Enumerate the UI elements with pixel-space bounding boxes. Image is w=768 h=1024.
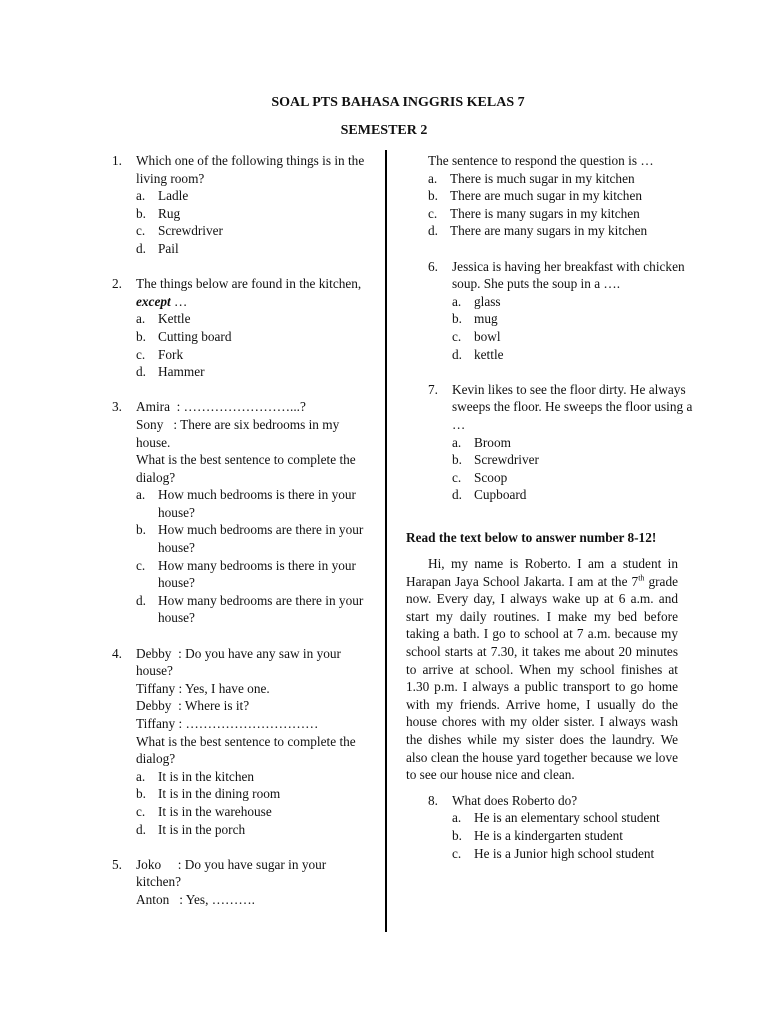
option-a[interactable]: a. Kettle — [136, 311, 191, 327]
question-number: 3. — [112, 399, 122, 415]
option-a[interactable]: a. Broom — [452, 434, 511, 450]
question-text: Which one of the following things is in the living room? — [136, 153, 365, 186]
dialog-line: Sony : There are six bedrooms in my house. — [136, 416, 340, 450]
question-5-continued — [382, 152, 678, 240]
option-b[interactable]: b. Cutting board — [136, 328, 232, 344]
dialog-line: Debby : Where is it? — [136, 698, 250, 714]
reading-passage: Hi, my name is Roberto. I am a student in Harapan Jaya School Jakarta. I am at the 7th grade now. Every day, I always wake up at 6 a.m. and start my daily routines. I make my bed before taking a bath. I go to school at 7 a.m. because my school starts at 7.30, it takes me about 20 minutes to arrive at school. When my school finishes at 1.30 p.m. I always a public transport to go home with my friends. Arrive home, I usually do the house chores with my older sister. I always wash the dishes while my sister does the laundry. We also clean the house yard together because we love to see our house nice and clean. — [406, 556, 679, 783]
question-number: 2. — [112, 276, 122, 292]
option-c[interactable]: c. How many bedrooms is there in your house? — [136, 557, 356, 591]
page-subtitle: SEMESTER 2 — [340, 123, 428, 138]
option-c[interactable]: c. bowl — [452, 328, 501, 344]
question-4 — [112, 645, 374, 839]
column-divider — [385, 150, 387, 932]
emphasis-word: except — [136, 293, 171, 309]
question-number: 6. — [428, 258, 438, 274]
right-column — [406, 152, 693, 862]
option-c[interactable]: c. Fork — [136, 346, 184, 362]
option-d[interactable]: d. It is in the porch — [136, 821, 246, 837]
dialog-line: Tiffany : Yes, I have one. — [136, 680, 270, 696]
dialog-line: Tiffany : ………………………… — [136, 716, 319, 731]
option-c[interactable]: c. There is many sugars in my kitchen — [428, 205, 640, 221]
option-a[interactable]: a. There is much sugar in my kitchen — [428, 170, 635, 186]
question-6 — [428, 258, 702, 364]
dialog-line: Joko : Do you have sugar in your kitchen? — [136, 856, 327, 890]
option-a[interactable]: a. How much bedrooms is there in your house? — [136, 487, 356, 520]
dialog-line: Amira : ……………………...? — [136, 399, 306, 415]
question-text: Kevin likes to see the floor dirty. He always sweeps the floor. He sweeps the floor using a … — [452, 381, 693, 432]
option-b[interactable]: b. He is a kindergarten student — [452, 827, 623, 843]
question-5 — [112, 856, 374, 909]
option-c[interactable]: c. It is in the warehouse — [136, 803, 272, 819]
question-number: 5. — [112, 856, 122, 872]
question-1 — [112, 152, 374, 258]
option-b[interactable]: b. How much bedrooms are there in your house? — [136, 522, 364, 556]
option-b[interactable]: b. Screwdriver — [452, 452, 539, 468]
question-3 — [112, 398, 374, 627]
option-d[interactable]: d. There are many sugars in my kitchen — [428, 223, 648, 239]
option-d[interactable]: d. kettle — [452, 346, 504, 362]
option-d[interactable]: d. Pail — [136, 240, 179, 256]
option-b[interactable]: b. It is in the dining room — [136, 786, 281, 802]
dialog-line: Debby : Do you have any saw in your house? — [136, 645, 341, 679]
option-c[interactable]: c. Screwdriver — [136, 223, 223, 239]
option-a[interactable]: a. He is an elementary school student — [452, 810, 660, 826]
question-8 — [428, 792, 702, 862]
option-a[interactable]: a. glass — [452, 293, 501, 309]
option-d[interactable]: d. How many bedrooms are there in your house? — [136, 592, 364, 626]
question-7 — [428, 381, 702, 504]
option-b[interactable]: b. There are much sugar in my kitchen — [428, 188, 642, 204]
option-a[interactable]: a. Ladle — [136, 188, 189, 204]
question-number: 1. — [112, 153, 122, 168]
option-b[interactable]: b. Rug — [136, 205, 181, 221]
option-d[interactable]: d. Cupboard — [452, 487, 527, 503]
option-d[interactable]: d. Hammer — [136, 364, 205, 380]
reading-heading: Read the text below to answer number 8-12! — [406, 530, 657, 546]
option-a[interactable]: a. It is in the kitchen — [136, 768, 255, 784]
question-prompt: What is the best sentence to complete the dialog? — [136, 452, 356, 485]
question-text: What does Roberto do? — [452, 792, 578, 808]
dialog-line: Anton : Yes, ………. — [136, 891, 255, 907]
question-2 — [112, 275, 374, 381]
left-column — [112, 152, 374, 909]
question-number: 8. — [428, 792, 438, 808]
question-number: 4. — [112, 645, 122, 661]
option-b[interactable]: b. mug — [452, 311, 498, 327]
option-c[interactable]: c. Scoop — [452, 469, 508, 485]
question-number: 7. — [428, 381, 438, 397]
question-text: Jessica is having her breakfast with chicken soup. She puts the soup in a …. — [452, 258, 685, 292]
option-c[interactable]: c. He is a Junior high school student — [452, 845, 655, 861]
question-text: The things below are found in the kitchen, except … — [136, 276, 362, 309]
question-prompt: The sentence to respond the question is … — [428, 153, 654, 168]
page-title: SOAL PTS BAHASA INGGRIS KELAS 7 — [271, 95, 525, 110]
question-prompt: What is the best sentence to complete the dialog? — [136, 733, 356, 767]
